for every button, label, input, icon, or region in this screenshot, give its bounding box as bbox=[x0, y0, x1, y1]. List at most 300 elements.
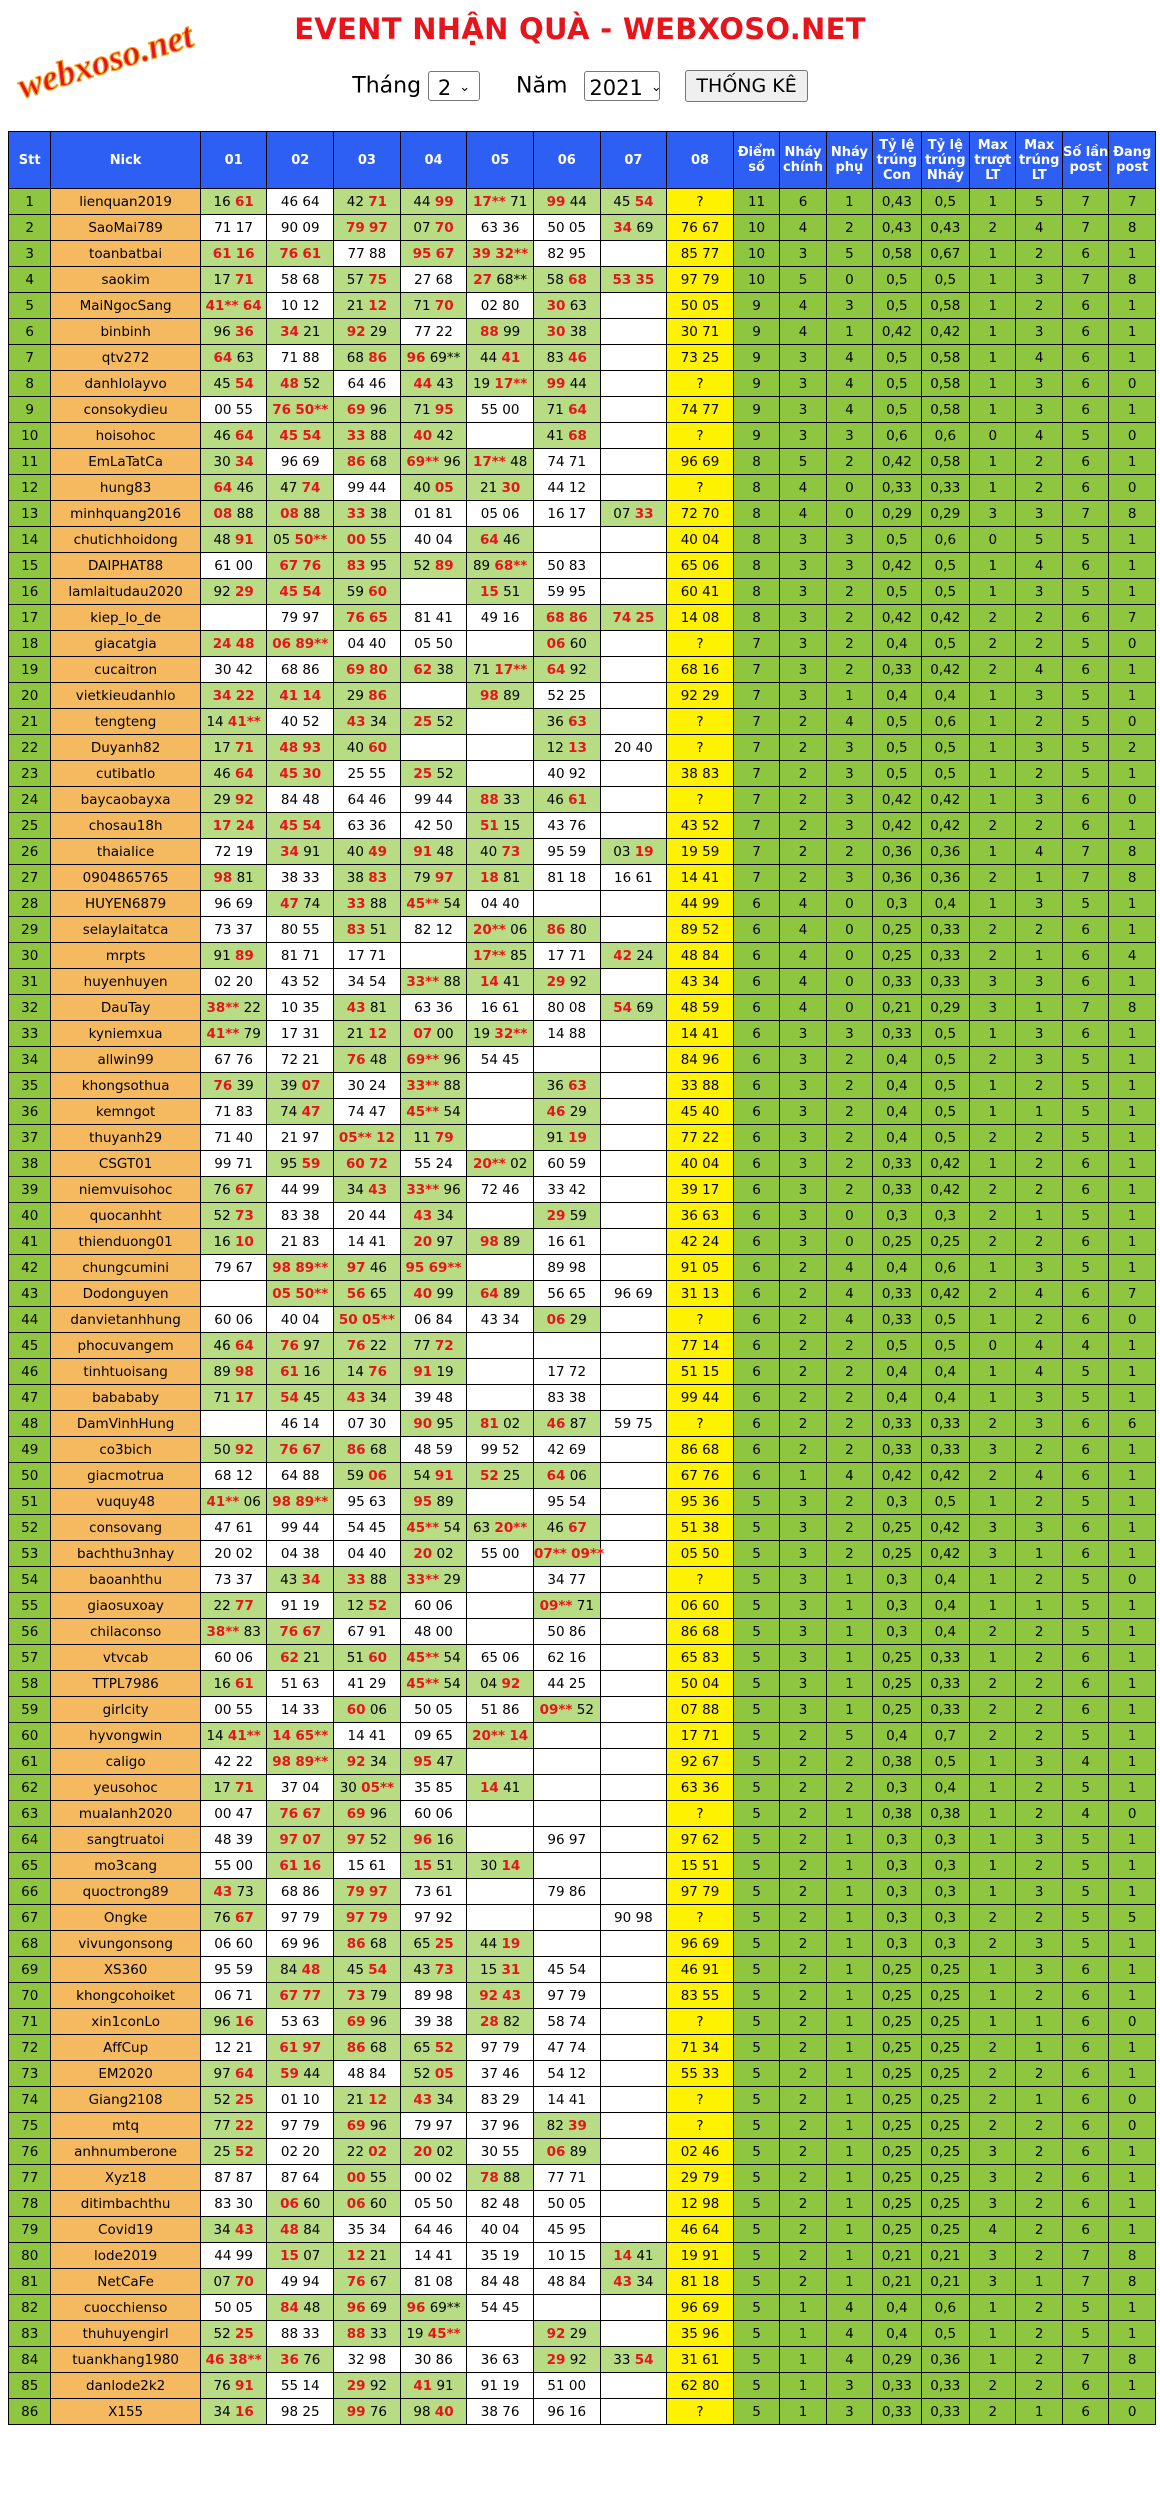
month-select[interactable] bbox=[428, 71, 480, 101]
stat-cell: 1 bbox=[1016, 2009, 1062, 2035]
nick-cell[interactable]: khongsothua bbox=[51, 1073, 200, 1099]
nick-cell[interactable]: kemngot bbox=[51, 1099, 200, 1125]
day-cell bbox=[267, 1671, 334, 1697]
nick-cell[interactable]: hoisohoc bbox=[51, 423, 200, 449]
day-cell bbox=[600, 1099, 667, 1125]
nick-cell[interactable]: caligo bbox=[51, 1749, 200, 1775]
day-cell bbox=[267, 501, 334, 527]
day-cell bbox=[600, 2295, 667, 2321]
stat-cell: 6 bbox=[1062, 813, 1108, 839]
stat-cell: 0,25 bbox=[873, 2165, 921, 2191]
number: 54 bbox=[568, 1493, 587, 1510]
day-cell bbox=[400, 1593, 467, 1619]
hit-number: 19 bbox=[568, 1129, 587, 1146]
prediction-cell: 89 52 bbox=[667, 917, 734, 943]
day-cell bbox=[267, 371, 334, 397]
day-cell bbox=[400, 1567, 467, 1593]
table-row bbox=[9, 1879, 1156, 1905]
hit-number: 97 bbox=[302, 2039, 322, 2056]
day-cell bbox=[200, 579, 267, 605]
day-cell bbox=[600, 1047, 667, 1073]
nick-cell[interactable]: consokydieu bbox=[51, 397, 200, 423]
number: 34 bbox=[369, 2221, 387, 2238]
nick-cell[interactable]: DAIPHAT88 bbox=[51, 553, 200, 579]
stat-cell: 1 bbox=[970, 1021, 1016, 1047]
stat-cell: 2 bbox=[1016, 1619, 1062, 1645]
nick-cell[interactable]: tuankhang1980 bbox=[51, 2347, 200, 2373]
chevron-down-icon: ⌄ bbox=[650, 80, 662, 95]
nick-cell[interactable]: niemvuisohoc bbox=[51, 1177, 200, 1203]
nick-cell[interactable]: xin1conLo bbox=[51, 2009, 200, 2035]
nick-cell[interactable]: anhnumberone bbox=[51, 2139, 200, 2165]
number: 34 bbox=[502, 1311, 520, 1328]
number: 20 bbox=[347, 1207, 365, 1224]
row-index: 30 bbox=[9, 943, 51, 969]
number: 63 bbox=[347, 817, 365, 834]
hit-number: 30 bbox=[501, 479, 521, 496]
day-cell bbox=[334, 683, 401, 709]
hit-number: 84 bbox=[280, 2299, 299, 2316]
day-cell bbox=[467, 1151, 534, 1177]
stat-cell: 1 bbox=[970, 1567, 1016, 1593]
number: 90 bbox=[614, 1909, 632, 1926]
nick-cell[interactable]: ditimbachthu bbox=[51, 2191, 200, 2217]
day-cell bbox=[467, 241, 534, 267]
nick-cell[interactable]: phocuvangem bbox=[51, 1333, 200, 1359]
stat-cell: 0,3 bbox=[873, 1775, 921, 1801]
nick-cell[interactable]: lode2019 bbox=[51, 2243, 200, 2269]
table-row bbox=[9, 2139, 1156, 2165]
number: 48 bbox=[369, 1051, 388, 1068]
nick-cell[interactable]: hung83 bbox=[51, 475, 200, 501]
day-cell bbox=[200, 943, 267, 969]
stat-cell: 1 bbox=[970, 2295, 1016, 2321]
day-cell bbox=[600, 293, 667, 319]
stat-cell: 1 bbox=[1109, 1697, 1156, 1723]
stat-cell: 0,36 bbox=[921, 2347, 969, 2373]
prediction-cell: 05 50 bbox=[667, 1541, 734, 1567]
hit-number: 32** bbox=[494, 1025, 528, 1042]
nick-cell[interactable]: Covid19 bbox=[51, 2217, 200, 2243]
hit-number: 39 bbox=[472, 245, 491, 262]
prediction-cell: 97 79 bbox=[667, 267, 734, 293]
nick-cell[interactable]: XS360 bbox=[51, 1957, 200, 1983]
nick-cell[interactable]: yeusohoc bbox=[51, 1775, 200, 1801]
nick-cell[interactable]: co3bich bbox=[51, 1437, 200, 1463]
number: 40 bbox=[413, 479, 431, 496]
hit-number: 52 bbox=[234, 2143, 254, 2160]
statistics-button[interactable]: THỐNG KÊ bbox=[685, 70, 807, 102]
day-cell bbox=[200, 1385, 267, 1411]
prediction-cell: 55 33 bbox=[667, 2061, 734, 2087]
nick-cell[interactable]: thuhuyengirl bbox=[51, 2321, 200, 2347]
nick-cell[interactable]: cucaitron bbox=[51, 657, 200, 683]
number: 06 bbox=[414, 1311, 432, 1328]
hit-number: 98 bbox=[213, 869, 233, 886]
nick-cell[interactable]: baycaobayxa bbox=[51, 787, 200, 813]
hit-number: 92 bbox=[234, 1441, 254, 1458]
hit-number: 65 bbox=[369, 609, 388, 626]
number: 92 bbox=[569, 2351, 587, 2368]
day-cell bbox=[467, 1593, 534, 1619]
nick-cell[interactable]: mrpts bbox=[51, 943, 200, 969]
stat-cell: 1 bbox=[826, 2269, 872, 2295]
nick-cell[interactable]: allwin99 bbox=[51, 1047, 200, 1073]
number: 71 bbox=[576, 1597, 594, 1614]
stat-cell: 3 bbox=[780, 1697, 826, 1723]
day-cell bbox=[400, 761, 467, 787]
nick-cell[interactable]: toanbatbai bbox=[51, 241, 200, 267]
hit-number: 83 bbox=[346, 557, 366, 574]
number: 48 bbox=[214, 1831, 232, 1848]
day-cell bbox=[600, 657, 667, 683]
hit-number: 52 bbox=[368, 1597, 388, 1614]
hit-number: 08 bbox=[280, 505, 299, 522]
hit-number: 00 bbox=[346, 2169, 366, 2186]
nick-cell[interactable]: Xyz18 bbox=[51, 2165, 200, 2191]
stat-cell: 7 bbox=[1109, 605, 1156, 631]
nick-cell[interactable]: lienquan2019 bbox=[51, 189, 200, 215]
nick-cell[interactable]: CSGT01 bbox=[51, 1151, 200, 1177]
stat-cell: 11 bbox=[733, 189, 779, 215]
nick-cell[interactable]: Giang2108 bbox=[51, 2087, 200, 2113]
number: 39 bbox=[236, 1077, 254, 1094]
stat-cell: 3 bbox=[826, 761, 872, 787]
day-cell bbox=[200, 293, 267, 319]
hit-number: 46 bbox=[546, 1415, 566, 1432]
stat-cell: 3 bbox=[780, 1021, 826, 1047]
nick-cell[interactable]: saokim bbox=[51, 267, 200, 293]
nick-cell[interactable]: thienduong01 bbox=[51, 1229, 200, 1255]
stat-cell: 1 bbox=[826, 1983, 872, 2009]
day-cell bbox=[467, 709, 534, 735]
day-cell bbox=[467, 995, 534, 1021]
number: 16 bbox=[547, 1233, 565, 1250]
nick-cell[interactable]: binbinh bbox=[51, 319, 200, 345]
nick-cell[interactable]: chilaconso bbox=[51, 1619, 200, 1645]
stat-cell: 1 bbox=[1109, 397, 1156, 423]
table-row bbox=[9, 995, 1156, 1021]
prediction-cell: 17 71 bbox=[667, 1723, 734, 1749]
number: 63 bbox=[569, 297, 587, 314]
nick-cell[interactable]: kiep_lo_de bbox=[51, 605, 200, 631]
day-cell bbox=[533, 2373, 600, 2399]
hit-number: 33** bbox=[406, 1181, 440, 1198]
stat-cell: 6 bbox=[733, 1099, 779, 1125]
stat-cell: 0,3 bbox=[873, 1619, 921, 1645]
stat-cell: 0,3 bbox=[873, 1879, 921, 1905]
number: 19 bbox=[406, 2325, 424, 2342]
row-index: 84 bbox=[9, 2347, 51, 2373]
day-cell bbox=[533, 2035, 600, 2061]
nick-cell[interactable]: sangtruatoi bbox=[51, 1827, 200, 1853]
nick-cell[interactable]: consovang bbox=[51, 1515, 200, 1541]
hit-number: 52 bbox=[434, 2039, 454, 2056]
nick-cell[interactable]: X155 bbox=[51, 2399, 200, 2425]
nick-cell[interactable]: chutichhoidong bbox=[51, 527, 200, 553]
number: 16 bbox=[568, 2403, 587, 2420]
number: 88 bbox=[369, 427, 388, 444]
stat-cell: 0,42 bbox=[921, 813, 969, 839]
day-cell bbox=[267, 605, 334, 631]
nick-cell[interactable]: kyniemxua bbox=[51, 1021, 200, 1047]
nick-cell[interactable]: giaosuxoay bbox=[51, 1593, 200, 1619]
number: 88 bbox=[303, 505, 321, 522]
table-row bbox=[9, 761, 1156, 787]
stat-cell: 6 bbox=[1062, 1021, 1108, 1047]
stat-cell: 1 bbox=[1109, 1931, 1156, 1957]
row-index: 15 bbox=[9, 553, 51, 579]
day-cell bbox=[200, 865, 267, 891]
day-cell bbox=[533, 267, 600, 293]
nick-cell[interactable]: danhlolayvo bbox=[51, 371, 200, 397]
nick-cell[interactable]: TTPL7986 bbox=[51, 1671, 200, 1697]
stat-cell: 0 bbox=[826, 943, 872, 969]
day-cell bbox=[467, 1775, 534, 1801]
hit-number: 64 bbox=[213, 479, 233, 496]
nick-cell[interactable]: qtv272 bbox=[51, 345, 200, 371]
number: 48 bbox=[502, 2273, 520, 2290]
day-cell bbox=[600, 1177, 667, 1203]
stat-cell: 1 bbox=[1109, 1515, 1156, 1541]
day-cell bbox=[400, 2217, 467, 2243]
stat-cell: 1 bbox=[1109, 761, 1156, 787]
number: 17 bbox=[568, 505, 587, 522]
hit-number: 69 bbox=[346, 1805, 366, 1822]
nick-cell[interactable]: danvietanhhung bbox=[51, 1307, 200, 1333]
day-cell bbox=[400, 1723, 467, 1749]
year-select[interactable] bbox=[584, 71, 660, 101]
day-cell bbox=[533, 2217, 600, 2243]
stat-cell: 4 bbox=[1016, 1463, 1062, 1489]
stat-cell: 5 bbox=[1062, 1905, 1108, 1931]
day-cell bbox=[400, 1099, 467, 1125]
stat-cell: 7 bbox=[733, 709, 779, 735]
row-index: 20 bbox=[9, 683, 51, 709]
table-row bbox=[9, 1385, 1156, 1411]
stat-cell: 2 bbox=[780, 761, 826, 787]
number: 52 bbox=[413, 2065, 431, 2082]
stat-cell: 6 bbox=[733, 969, 779, 995]
stat-cell: 0,25 bbox=[921, 1983, 969, 2009]
stat-cell: 8 bbox=[1109, 501, 1156, 527]
stat-cell: 5 bbox=[1062, 1775, 1108, 1801]
number: 12 bbox=[235, 1467, 253, 1484]
row-index: 36 bbox=[9, 1099, 51, 1125]
table-row bbox=[9, 891, 1156, 917]
number: 33 bbox=[503, 791, 521, 808]
day-cell bbox=[400, 2165, 467, 2191]
nick-cell[interactable]: NetCaFe bbox=[51, 2269, 200, 2295]
nick-cell[interactable]: Duyanh82 bbox=[51, 735, 200, 761]
nick-cell[interactable]: HUYEN6879 bbox=[51, 891, 200, 917]
nick-cell[interactable]: vtvcab bbox=[51, 1645, 200, 1671]
nick-cell[interactable]: tinhtuoisang bbox=[51, 1359, 200, 1385]
nick-cell[interactable]: DauTay bbox=[51, 995, 200, 1021]
day-cell bbox=[600, 2217, 667, 2243]
stat-cell: 6 bbox=[1062, 241, 1108, 267]
stat-cell: 0,4 bbox=[921, 1619, 969, 1645]
stat-cell: 3 bbox=[826, 813, 872, 839]
stat-cell: 3 bbox=[1016, 1827, 1062, 1853]
nick-cell[interactable]: vuquy48 bbox=[51, 1489, 200, 1515]
stat-cell: 0,5 bbox=[921, 189, 969, 215]
nick-cell[interactable]: giacmotrua bbox=[51, 1463, 200, 1489]
day-cell bbox=[267, 2295, 334, 2321]
stat-cell: 0,21 bbox=[921, 2243, 969, 2269]
stat-cell: 6 bbox=[1062, 319, 1108, 345]
number: 81 bbox=[414, 2273, 432, 2290]
nick-cell[interactable]: DamVinhHung bbox=[51, 1411, 200, 1437]
hit-number: 90 bbox=[413, 1415, 433, 1432]
number: 96 bbox=[213, 2013, 231, 2030]
stat-cell: 5 bbox=[780, 449, 826, 475]
stat-cell: 4 bbox=[826, 2347, 872, 2373]
nick-cell[interactable]: selaylaitatca bbox=[51, 917, 200, 943]
nick-cell[interactable]: 0904865765 bbox=[51, 865, 200, 891]
day-cell bbox=[533, 1229, 600, 1255]
day-cell bbox=[467, 215, 534, 241]
nick-cell[interactable]: quoctrong89 bbox=[51, 1879, 200, 1905]
nick-cell[interactable]: mtq bbox=[51, 2113, 200, 2139]
nick-cell[interactable]: girlcity bbox=[51, 1697, 200, 1723]
nick-cell[interactable]: cuocchienso bbox=[51, 2295, 200, 2321]
stat-cell: 1 bbox=[1109, 449, 1156, 475]
nick-cell[interactable]: EM2020 bbox=[51, 2061, 200, 2087]
nick-cell[interactable]: huyenhuyen bbox=[51, 969, 200, 995]
number: 04 bbox=[280, 1545, 299, 1562]
number: 40 bbox=[369, 1545, 387, 1562]
nick-cell[interactable]: thuyanh29 bbox=[51, 1125, 200, 1151]
hit-number: 08 bbox=[213, 505, 233, 522]
nick-cell[interactable]: EmLaTatCa bbox=[51, 449, 200, 475]
row-index: 13 bbox=[9, 501, 51, 527]
nick-cell[interactable]: SaoMai789 bbox=[51, 215, 200, 241]
stat-cell: 0 bbox=[826, 917, 872, 943]
nick-cell[interactable]: baoanhthu bbox=[51, 1567, 200, 1593]
nick-cell[interactable]: MaiNgocSang bbox=[51, 293, 200, 319]
number: 48 bbox=[347, 2065, 365, 2082]
nick-cell[interactable]: Ongke bbox=[51, 1905, 200, 1931]
nick-cell[interactable]: AffCup bbox=[51, 2035, 200, 2061]
stat-cell: 1 bbox=[1109, 1229, 1156, 1255]
row-index: 43 bbox=[9, 1281, 51, 1307]
row-index: 55 bbox=[9, 1593, 51, 1619]
column-header: Tỷ lệ trúng Nháy bbox=[921, 132, 969, 189]
nick-cell[interactable]: vietkieudanhlo bbox=[51, 683, 200, 709]
stat-cell: 6 bbox=[1062, 2191, 1108, 2217]
stat-cell: 1 bbox=[826, 2191, 872, 2217]
hit-number: 97 bbox=[434, 869, 454, 886]
day-cell bbox=[400, 1411, 467, 1437]
prediction-cell: ? bbox=[667, 2113, 734, 2139]
prediction-cell: 43 34 bbox=[667, 969, 734, 995]
stat-cell: 0 bbox=[826, 891, 872, 917]
day-cell bbox=[533, 1333, 600, 1359]
stat-cell: 2 bbox=[826, 1333, 872, 1359]
stat-cell: 1 bbox=[780, 2321, 826, 2347]
number: 81 bbox=[503, 869, 521, 886]
stat-cell: 9 bbox=[733, 293, 779, 319]
stat-cell: 0,42 bbox=[873, 449, 921, 475]
day-cell bbox=[467, 631, 534, 657]
nick-cell[interactable]: chosau18h bbox=[51, 813, 200, 839]
number: 68 bbox=[369, 1935, 388, 1952]
stat-cell: 1 bbox=[826, 1827, 872, 1853]
number: 67 bbox=[235, 1259, 253, 1276]
stat-cell: 0,4 bbox=[873, 1255, 921, 1281]
number: 54 bbox=[443, 1649, 461, 1666]
day-cell bbox=[200, 787, 267, 813]
nick-cell[interactable]: lamlaitudau2020 bbox=[51, 579, 200, 605]
day-cell bbox=[533, 1801, 600, 1827]
nick-cell[interactable]: thaialice bbox=[51, 839, 200, 865]
nick-cell[interactable]: babababy bbox=[51, 1385, 200, 1411]
nick-cell[interactable]: quocanhht bbox=[51, 1203, 200, 1229]
nick-cell[interactable]: mualanh2020 bbox=[51, 1801, 200, 1827]
day-cell bbox=[200, 891, 267, 917]
stat-cell: 9 bbox=[733, 345, 779, 371]
stat-cell: 3 bbox=[780, 1203, 826, 1229]
day-cell bbox=[267, 761, 334, 787]
number: 25 bbox=[503, 1467, 521, 1484]
nick-cell[interactable]: cutibatlo bbox=[51, 761, 200, 787]
hit-number: 89** bbox=[295, 1259, 329, 1276]
hit-number: 86 bbox=[346, 453, 366, 470]
nick-cell[interactable]: minhquang2016 bbox=[51, 501, 200, 527]
table-row bbox=[9, 397, 1156, 423]
stat-cell: 0,42 bbox=[873, 813, 921, 839]
day-cell bbox=[600, 1827, 667, 1853]
table-row bbox=[9, 371, 1156, 397]
stat-cell: 0,5 bbox=[921, 1047, 969, 1073]
stat-cell: 2 bbox=[780, 787, 826, 813]
number: 12 bbox=[346, 1597, 364, 1614]
table-row bbox=[9, 1593, 1156, 1619]
nick-cell[interactable]: chungcumini bbox=[51, 1255, 200, 1281]
stat-cell: 3 bbox=[1016, 579, 1062, 605]
day-cell bbox=[200, 2113, 267, 2139]
hit-number: 07** bbox=[533, 1545, 567, 1562]
stat-cell: 2 bbox=[826, 1489, 872, 1515]
stat-cell: 5 bbox=[733, 1645, 779, 1671]
nick-cell[interactable]: vivungonsong bbox=[51, 1931, 200, 1957]
day-cell bbox=[600, 1723, 667, 1749]
number: 89 bbox=[213, 1363, 231, 1380]
nick-cell[interactable]: Dodonguyen bbox=[51, 1281, 200, 1307]
day-cell bbox=[400, 2269, 467, 2295]
prediction-cell: 62 80 bbox=[667, 2373, 734, 2399]
number: 74 bbox=[303, 895, 321, 912]
nick-cell[interactable]: khongcohoiket bbox=[51, 1983, 200, 2009]
day-cell bbox=[467, 345, 534, 371]
nick-cell[interactable]: bachthu3nhay bbox=[51, 1541, 200, 1567]
nick-cell[interactable]: mo3cang bbox=[51, 1853, 200, 1879]
stat-cell: 0,21 bbox=[921, 2269, 969, 2295]
hit-number: 17 bbox=[212, 817, 232, 834]
prediction-cell: 83 55 bbox=[667, 1983, 734, 2009]
nick-cell[interactable]: tengteng bbox=[51, 709, 200, 735]
hit-number: 22 bbox=[234, 2117, 254, 2134]
nick-cell[interactable]: danlode2k2 bbox=[51, 2373, 200, 2399]
nick-cell[interactable]: giacatgia bbox=[51, 631, 200, 657]
nick-cell[interactable]: hyvongwin bbox=[51, 1723, 200, 1749]
stat-cell: 7 bbox=[733, 683, 779, 709]
row-index: 86 bbox=[9, 2399, 51, 2425]
hit-number: 67 bbox=[302, 1441, 322, 1458]
number: 06 bbox=[214, 1935, 232, 1952]
number: 71 bbox=[413, 401, 431, 418]
